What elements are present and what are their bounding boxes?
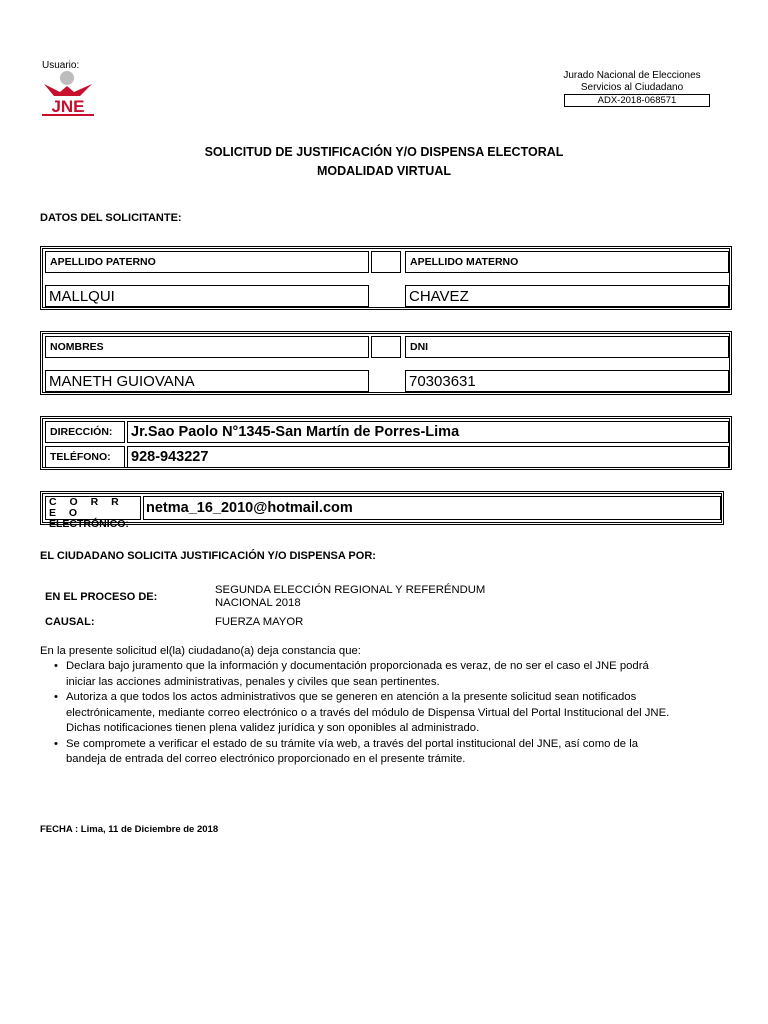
section-solicitud: EL CIUDADANO SOLICITA JUSTIFICACIÓN Y/O DISPENSA POR:: [40, 550, 376, 562]
direccion-box: [40, 416, 732, 470]
constancia-item-line: electrónicamente, mediante correo electrónico o a través del módulo de Dispensa Virtual del Portal Institucional del JNE.: [66, 706, 670, 719]
dni-value: 70303631: [409, 373, 476, 390]
constancia-item-line: iniciar las acciones administrativas, penales y civiles que sean pertinentes.: [66, 675, 440, 688]
constancia-intro: En la presente solicitud el(la) ciudadano(a) deja constancia que:: [40, 645, 361, 657]
proceso-line1: SEGUNDA ELECCIÓN REGIONAL Y REFERÉNDUM: [215, 584, 486, 596]
causal-label: CAUSAL:: [45, 616, 95, 628]
dni-field: [405, 370, 729, 392]
direccion-field: [127, 421, 729, 443]
correo-label-line1: C O R R E O: [49, 496, 124, 519]
org-name: Jurado Nacional de Elecciones: [563, 70, 701, 81]
apellido-paterno-value: MALLQUI: [49, 288, 115, 305]
telefono-label: TELÉFONO:: [45, 446, 125, 468]
nombres-value: MANETH GUIOVANA: [49, 373, 195, 390]
direccion-value: Jr.Sao Paolo N°1345-San Martín de Porres-Lima: [131, 424, 460, 440]
apellido-materno-field: [405, 285, 729, 307]
constancia-list: [40, 659, 740, 768]
constancia-item-line: Autoriza a que todos los actos administrativos que se generen en atención a la presente solicitud sean notificados: [66, 691, 637, 703]
telefono-value: 928-943227: [131, 449, 209, 465]
apellido-paterno-label: APELLIDO PATERNO: [45, 251, 369, 273]
proceso-label: EN EL PROCESO DE:: [45, 591, 158, 603]
constancia-item: [40, 659, 740, 690]
apellido-materno-value: CHAVEZ: [409, 288, 469, 305]
apellido-materno-label: APELLIDO MATERNO: [405, 251, 729, 273]
constancia-item-line: bandeja de entrada del correo electrónico proporcionado en el presente trámite.: [66, 753, 466, 765]
proceso-value: [215, 584, 485, 609]
nombres-label: NOMBRES: [45, 336, 369, 358]
org-block: [540, 70, 724, 94]
jne-logo: [40, 70, 96, 118]
constancia-item: [40, 690, 740, 737]
correo-label-line2: ELECTRÓNICO:: [49, 518, 129, 530]
nombres-box: [40, 331, 732, 395]
section-solicitante: DATOS DEL SOLICITANTE:: [40, 212, 182, 224]
constancia-item: [40, 737, 740, 768]
spacer-cell: [371, 251, 401, 273]
correo-label: [45, 496, 141, 530]
apellido-paterno-field: [45, 285, 369, 307]
document-title: SOLICITUD DE JUSTIFICACIÓN Y/O DISPENSA ELECTORAL: [204, 145, 564, 159]
bullet-icon: •: [54, 737, 58, 750]
causal-value: FUERZA MAYOR: [215, 616, 304, 628]
nombres-field: [45, 370, 369, 392]
logo-text: JNE: [51, 97, 85, 116]
constancia-item-line: Se compromete a verificar el estado de su trámite vía web, a través del portal institucional del JNE, así como de la: [66, 737, 639, 750]
direccion-label: DIRECCIÓN:: [45, 421, 125, 443]
dni-label: DNI: [405, 336, 729, 358]
bullet-icon: •: [54, 660, 58, 672]
fecha-text: FECHA : Lima, 11 de Diciembre de 2018: [40, 824, 219, 835]
correo-value: netma_16_2010@hotmail.com: [146, 500, 353, 516]
correo-field: [143, 496, 721, 520]
org-service: Servicios al Ciudadano: [580, 82, 684, 93]
bullet-icon: •: [54, 691, 58, 703]
telefono-field: [127, 446, 729, 468]
constancia-item-line: Dichas notificaciones tienen plena validez jurídica y son oponibles al administrado.: [66, 722, 480, 734]
usuario-label: Usuario:: [42, 60, 80, 71]
document-subtitle: MODALIDAD VIRTUAL: [316, 164, 451, 178]
expediente-code: ADX-2018-068571: [564, 94, 710, 107]
proceso-line2: NACIONAL 2018: [215, 596, 301, 609]
constancia-item-line: Declara bajo juramento que la información y documentación proporcionada es veraz, de no ser el caso el JNE podrá: [66, 660, 649, 672]
correo-box: [40, 491, 724, 530]
spacer-cell: [371, 336, 401, 358]
apellidos-box: [40, 246, 732, 310]
